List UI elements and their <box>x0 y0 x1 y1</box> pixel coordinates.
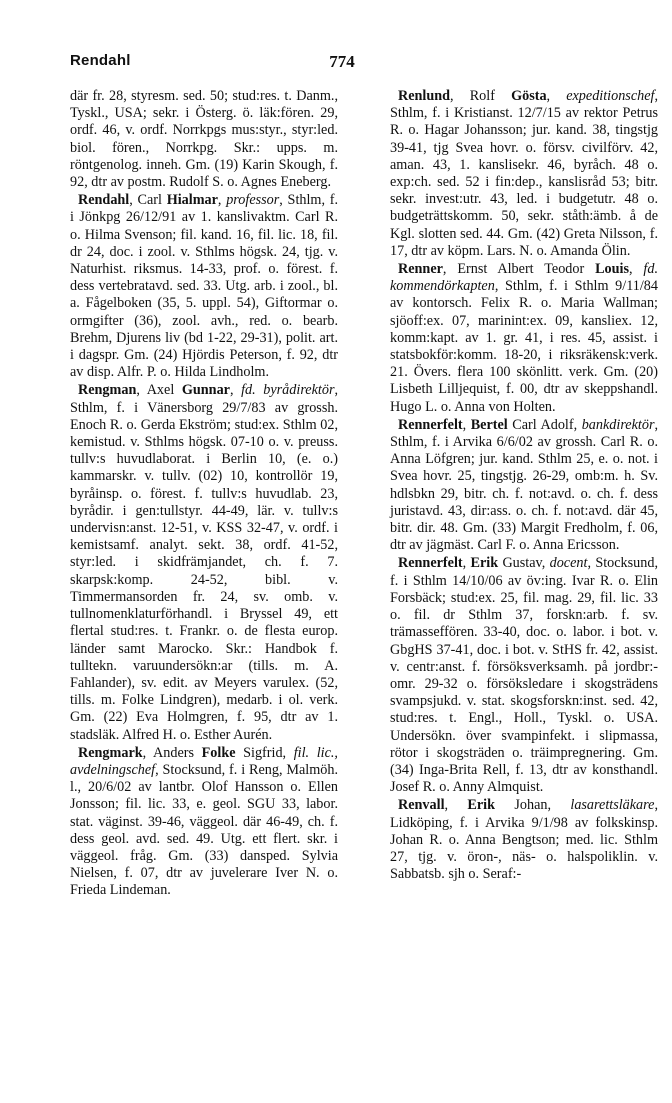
entry-sep: Johan, <box>495 797 571 814</box>
entry-sep: Gustav, <box>498 555 550 572</box>
entry-sep: , <box>217 192 227 209</box>
page-number: 774 <box>329 52 355 71</box>
entry-given-bold: Erik <box>470 555 499 572</box>
entry-given-pre: , Axel <box>136 382 182 399</box>
entry-surname: Rennerfelt <box>398 416 463 433</box>
entry-given-bold: Gösta <box>511 88 547 104</box>
entry-sep: , <box>628 261 644 278</box>
entry-title: docent <box>549 555 588 572</box>
entry-body: , Sthlm, f. i Kristianst. 12/7/15 av rektor Petrus R. o. Hagar Johansson; jur. kand. 38, tingstjg 39-41, tjg Svea hovr. o. försv. civilförv. 42, aman. 43, 1. kanslisekr. 46, byråch. 48 o. exp:ch. sed. 52 i fin:dep., kanslisråd 53; bitr. sekr. invest:utr. 43, led. i budgetutr. 48 o. budgeträttskomm. 50, sekr. ståth:ämb. å de Kgl. slotten sed. 44. Gm. (42) Greta Nilsson, f. 17, dtr av köpm. Lars. N. o. Amanda Ölin. <box>390 88 658 259</box>
entry-title: fd. byrådirektör <box>241 382 335 399</box>
entry-surname: Rengmark <box>78 744 143 761</box>
entry-title: expeditionschef <box>566 88 655 104</box>
entry-sep: Sigfrid, <box>235 744 294 761</box>
entry-body: , Sthlm, f. i Arvika 6/6/02 av grossh. Carl R. o. Anna Löfgren; jur. kand. Sthlm 25, e. o. not. i Svea hovr. 25, tingstjg. 26-29, omb:m. h. Sv. hdlsbkn 29, bitr. ch. f. not:avd. o. ch. f. dess juristavd. 43, dir:ass. o. ch. f. not:avd. där 45, bitr. dir. 48. Gm. (33) Margit Fredholm, f. 06, dtr av jägmäst. Carl F. o. Anna Ericsson. <box>390 416 659 554</box>
entry-sep: , <box>546 88 567 104</box>
entry-body: , Stocksund, f. i Reng, Malmöh. l., 20/6/02 av lantbr. Olof Hansson o. Ellen Jonsson; fil. lic. 33, e. geol. SGU 33, labor. stat. väginst. 39-46, väggeol. där 46-49, ch. f. dess geol. avd. sed. 49. Utg. ett flert. skr. i väggeol. fråg. Gm. (33) dansped. Sylvia Nielsen, f. 07, dtr av juvelerare Iver N. o. Frieda Lindeman. <box>70 761 338 899</box>
entry-given-pre: , <box>462 416 471 433</box>
entry-given-bold: Gunnar <box>181 382 230 399</box>
entry-rengman <box>70 382 338 743</box>
entry-sep: , <box>229 382 242 399</box>
entry-rennerfelt-bertel <box>390 417 658 555</box>
entry-rengmark <box>70 745 338 900</box>
entry-given-pre: , <box>462 555 471 572</box>
entry-given-bold: Erik <box>467 797 496 814</box>
entry-title: fd. kommendörkapten <box>390 261 658 295</box>
entry-surname: Rengman <box>78 382 137 399</box>
entry-title: lasarettsläkare <box>570 797 655 814</box>
right-column <box>390 88 658 884</box>
entry-given-bold: Louis <box>595 261 629 278</box>
entry-title: bankdirektör <box>581 416 655 433</box>
entry-rennerfelt-erik <box>390 555 658 796</box>
entry-title: fil. lic., avdelningschef <box>70 744 338 778</box>
entry-given-pre: , Rolf <box>450 88 512 104</box>
entry-surname: Rennerfelt <box>398 555 463 572</box>
entry-sep: Carl Adolf, <box>507 416 582 433</box>
entry-given-pre: , Anders <box>142 744 202 761</box>
running-head: Rendahl <box>70 52 131 69</box>
entry-given-bold: Bertel <box>470 416 508 433</box>
entry-renner <box>390 261 658 416</box>
entry-surname: Renvall <box>398 797 445 814</box>
entry-renlund <box>390 88 658 260</box>
entry-rendahl <box>70 192 338 381</box>
entry-renvall <box>390 797 658 883</box>
entry-surname: Renlund <box>398 88 451 104</box>
entry-surname: Rendahl <box>78 192 130 209</box>
entry-body: , Sthlm, f. i Vänersborg 29/7/83 av grossh. Enoch R. o. Gerda Ekström; stud:ex. Sthlm 02, kemistud. v. Sthlms högsk. 07-10 o. v. preuss. tullv:s huvudlaborat. i Berlin 10, (e. o.) kammarskr. v. tullv. (02) 10, kontrollör 19, byråinsp. o. förest. f. tullv:s huvudlab. 23, byrådir. i gen:tullstyr. 44-49, lär. v. tullv:s undervisn:anst. 12-51, v. KSS 32-47, v. ordf. i kemistsamf. analyt. sekt. 38, ordf. 41-52, styr:led. i skidfrämjandet, ch. f. 7. skarpsk:komp. 24-52, bibl. v. Timmermansorden fr. 24, sv. omb. v. tullnomenklaturförhandl. i Bryssel 49, ett flertal stud:res. t. Frankr. o. de flesta europ. länder samt Marocko. Skr.: Handbok f. tulltekn. varuundersökn:ar (tills. m. A. Fahlander), sv. edit. av Meyers varulex. (52, tills. m. Folke Lindgren), medarb. i ol. verk. Gm. (22) Eva Holmgren, f. 95, dtr av 1. stadsläk. Alfred H. o. Esther Aurén. <box>70 382 339 743</box>
continued-entry: där fr. 28, styresm. sed. 50; stud:res. t. Danm., Tyskl., USA; sekr. i Österg. ö. läk:fören. 29, ordf. 46, v. ordf. Norrkpgs mus:styr., styr:led. biol. fören., Norrkpg. Skr.: upps. m. röntgenolog. inneh. Gm. (19) Karin Skough, f. 92, dtr av postm. Rudolf S. o. Agnes Eneberg. <box>70 88 338 191</box>
entry-body: , Lidköping, f. i Arvika 9/1/98 av folkskinsp. Johan R. o. Anna Bengtson; med. lic. Sthlm 27, tjg. v. öron-, näs- o. halspoliklin. v. Sabbatsb. sjh o. Seraf:- <box>390 797 658 883</box>
entry-body: , Sthlm, f. i Sthlm 9/11/84 av kontorsch. Felix R. o. Maria Wallman; sjöoff:ex. 07, marinint:ex. 09, kansliex. 12, komm:kapt. av 1. gr. 41, i res. 45, assist. i statsbokför:komm. 18-20, i riksräkensk:verk. 21. Övers. flera 100 skönlitt. verk. Gm. (20) Lisbeth Lilljequist, f. 00, dtr av skeppshandl. Hugo L. o. Anna von Holten. <box>390 278 658 415</box>
entry-given-pre: , Carl <box>129 192 167 209</box>
left-column <box>70 88 338 901</box>
entry-given-pre: , <box>444 797 468 814</box>
entry-given-pre: , Ernst Albert Teodor <box>442 261 596 278</box>
entry-surname: Renner <box>398 261 443 278</box>
entry-given-bold: Folke <box>201 744 236 761</box>
entry-given-bold: Hialmar <box>166 192 218 209</box>
entry-title: professor <box>226 192 280 209</box>
entry-body: , Sthlm, f. i Jönkpg 26/12/91 av 1. kanslivaktm. Carl R. o. Hilma Svenson; fil. kand. 16, fil. lic. 18, fil. dr 24, doc. i zool. v. Sthlms högsk. 24, tjg. v. Naturhist. riksmus. 14-33, prof. o. förest. f. dess vertebratavd. sed. 33. Utg. arb. i zool., bl. a. Fågelboken (35, 5. uppl. 54), Giftormar o. ormgifter (36), zool. avh., red. o. bearb. Brehm, Djurens liv (bd 1-22, 29-31), polit. art. i dagspr. Gm. (24) Hjördis Peterson, f. 92, dtr av disp. Alfr. P. o. Hilda Lindholm. <box>70 192 338 381</box>
entry-body: , Stocksund, f. i Sthlm 14/10/06 av öv:ing. Ivar R. o. Elin Forsbäck; stud:ex. 25, fil. mag. 29, fil. lic. 33 o. fil. dr Sthlm 37, forskn:arb. f. sv. trämasseffören. 33-40, doc. o. labor. i bot. v. GbgHS 37-41, doc. i bot. v. StHS fr. 42, assist. v. centr:anst. f. försöksverksamh. på jordbr:-omr. 29-32 o. försöksledare i skogsträdens svampsjukd. v. stat. skogsforskn:inst. sed. 42, stud:res. t. Engl., Holl., Tyskl. o. USA. Undersökn. över svampinfekt. i slipmassa, rötor i skogsträden o. träimpregnering. Gm. (34) Inga-Brita Rell, f. 13, dtr av konsthandl. Josef R. o. Anny Almquist. <box>390 555 658 796</box>
